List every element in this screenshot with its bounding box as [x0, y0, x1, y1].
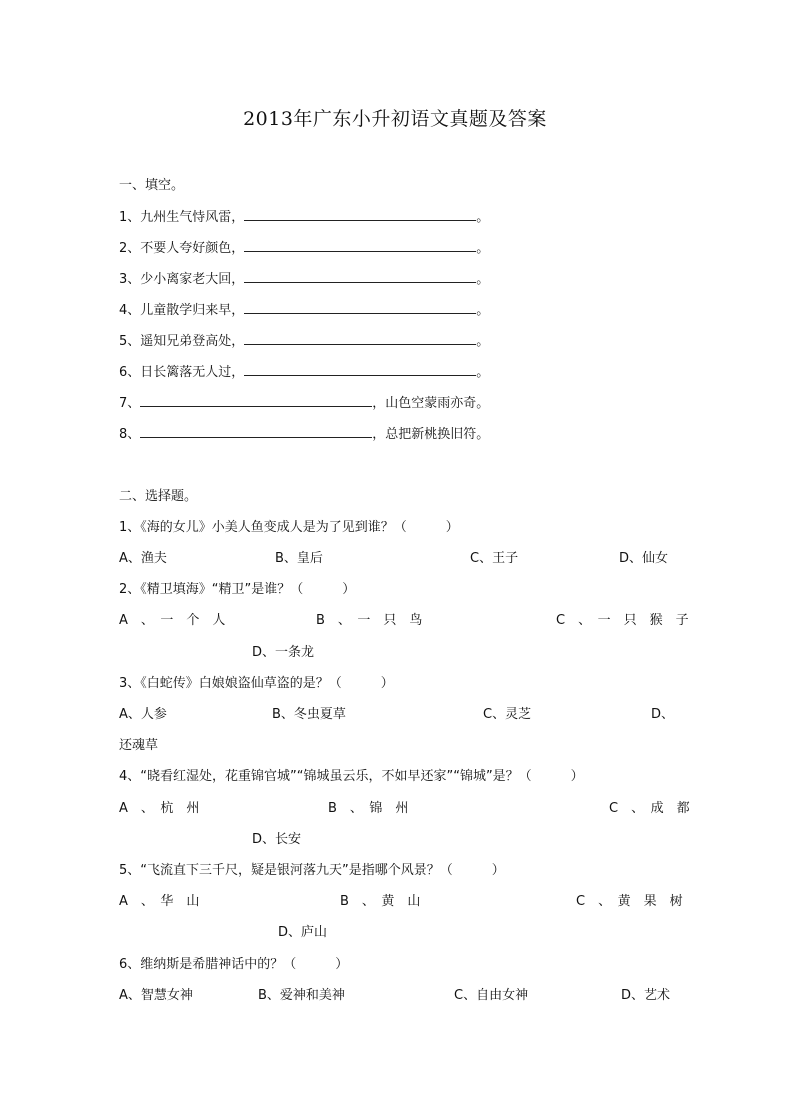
q5-option-a[interactable]: A 、 华 山: [119, 894, 200, 909]
section-heading-multiple-choice: 二、选择题。: [119, 489, 198, 504]
answer-blank[interactable]: [244, 332, 476, 345]
q6-option-b[interactable]: B、爱神和美神: [258, 988, 345, 1003]
answer-blank[interactable]: [244, 363, 476, 376]
question-3-stem: 3、《白蛇传》白娘娘盗仙草盗的是？（ ）: [119, 676, 394, 691]
q1-option-d[interactable]: D、仙女: [619, 551, 669, 566]
fill-item-6: [119, 363, 489, 382]
q2-option-d[interactable]: D、一条龙: [252, 645, 315, 660]
item-number: 5、: [119, 334, 141, 349]
item-number: 1、: [119, 210, 141, 225]
q4-option-c[interactable]: C 、 成 都: [609, 801, 690, 816]
item-text: 九州生气恃风雷，: [140, 210, 245, 225]
fill-item-3: [119, 270, 489, 289]
q4-option-d[interactable]: D、长安: [252, 832, 302, 847]
fill-item-2: [119, 239, 489, 258]
q5-option-b[interactable]: B 、 黄 山: [340, 894, 421, 909]
q3-option-a[interactable]: A、人参: [119, 707, 167, 722]
fill-item-1: [119, 208, 489, 227]
page-title: 2013年广东小升初语文真题及答案: [243, 108, 547, 130]
item-text: 遥知兄弟登高处，: [140, 334, 245, 349]
fill-item-7: [119, 394, 489, 413]
question-4-stem: 4、“晓看红湿处，花重锦官城”“锦城虽云乐，不如早还家”“锦城”是？（ ）: [119, 769, 584, 784]
q1-option-b[interactable]: B、皇后: [275, 551, 323, 566]
q6-option-a[interactable]: A、智慧女神: [119, 988, 193, 1003]
item-number: 3、: [119, 272, 141, 287]
q2-option-b[interactable]: B 、 一 只 鸟: [316, 613, 423, 628]
item-end: 。: [476, 272, 490, 287]
item-end: 。: [476, 365, 490, 380]
question-2-stem: 2、《精卫填海》“精卫”是谁？（ ）: [119, 582, 356, 597]
item-end: 。: [476, 210, 490, 225]
q6-option-c[interactable]: C、自由女神: [454, 988, 529, 1003]
section-heading-fill-blank: 一、填空。: [119, 178, 185, 193]
q5-option-d[interactable]: D、庐山: [278, 925, 328, 940]
answer-blank[interactable]: [244, 301, 476, 314]
q5-option-c[interactable]: C 、 黄 果 树: [576, 894, 683, 909]
fill-item-5: [119, 332, 489, 351]
q3-option-d[interactable]: D、: [651, 707, 675, 722]
answer-blank[interactable]: [244, 239, 476, 252]
item-end: 。: [476, 303, 490, 318]
q4-option-a[interactable]: A 、 杭 州: [119, 801, 200, 816]
item-number: 7、: [119, 396, 141, 411]
q2-option-a[interactable]: A 、 一 个 人: [119, 613, 226, 628]
question-1-stem: 1、《海的女儿》小美人鱼变成人是为了见到谁？（ ）: [119, 520, 459, 535]
q1-option-a[interactable]: A、渔夫: [119, 551, 167, 566]
item-number: 2、: [119, 241, 141, 256]
q3-option-b[interactable]: B、冬虫夏草: [272, 707, 346, 722]
answer-blank[interactable]: [140, 425, 372, 438]
q4-option-b[interactable]: B 、 锦 州: [328, 801, 409, 816]
item-end: 。: [476, 334, 490, 349]
q2-option-c[interactable]: C 、 一 只 猴 子: [556, 613, 689, 628]
q6-option-d[interactable]: D、艺术: [621, 988, 671, 1003]
answer-blank[interactable]: [244, 270, 476, 283]
item-number: 6、: [119, 365, 141, 380]
answer-blank[interactable]: [140, 394, 372, 407]
item-text: 不要人夸好颜色，: [140, 241, 245, 256]
q1-option-c[interactable]: C、王子: [470, 551, 519, 566]
item-text: 儿童散学归来早，: [140, 303, 245, 318]
item-end: 。: [476, 241, 490, 256]
item-text: ，总把新桃换旧符。: [372, 427, 490, 442]
answer-blank[interactable]: [244, 208, 476, 221]
fill-item-4: [119, 301, 489, 320]
question-5-stem: 5、“飞流直下三千尺，疑是银河落九天”是指哪个风景？（ ）: [119, 863, 505, 878]
item-text: 少小离家老大回，: [140, 272, 245, 287]
item-text: 日长篱落无人过，: [140, 365, 245, 380]
fill-item-8: [119, 425, 489, 444]
item-text: ，山色空蒙雨亦奇。: [372, 396, 490, 411]
item-number: 8、: [119, 427, 141, 442]
item-number: 4、: [119, 303, 141, 318]
q3-option-d-continued: 还魂草: [119, 738, 159, 753]
question-6-stem: 6、维纳斯是希腊神话中的？（ ）: [119, 957, 349, 972]
q3-option-c[interactable]: C、灵芝: [483, 707, 532, 722]
